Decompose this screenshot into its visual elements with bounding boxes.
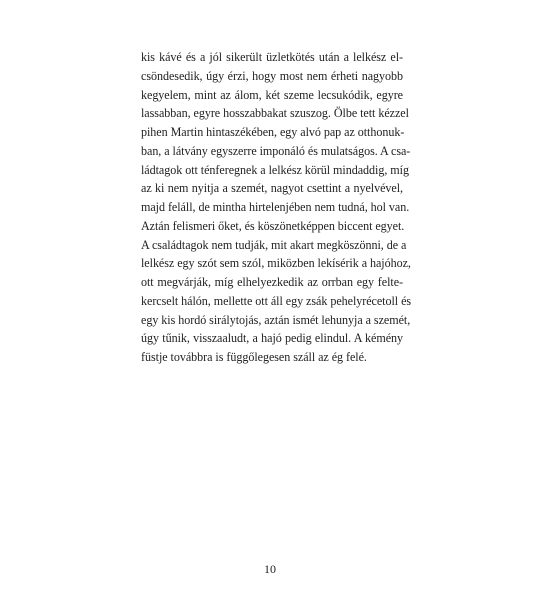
body-text: [141, 48, 412, 367]
text-line: ládtagok ott ténferegnek a lelkész körül mindaddig, míg: [141, 162, 409, 177]
text-line: úgy tűnik, visszaaludt, a hajó pedig elindul. A kémény: [141, 331, 403, 346]
page-number: 10: [264, 562, 276, 576]
text-line: kercselt hálón, mellette ott áll egy zsák pehelyrécetoll és: [141, 293, 412, 308]
text-line: lelkész egy szót sem szól, miközben lekísérik a hajóhoz,: [141, 256, 411, 271]
text-line: lassabban, egyre hosszabbakat szuszog. Ölbe tett kézzel: [141, 106, 409, 121]
text-line: Aztán felismeri őket, és köszönetképpen biccent egyet.: [141, 218, 405, 233]
text-line: A családtagok nem tudják, mit akart megköszönni, de a: [141, 237, 407, 252]
text-line: füstje továbbra is függőlegesen száll az ég felé.: [141, 350, 367, 364]
text-line: ban, a látvány egyszerre imponáló és mulatságos. A csa-: [141, 143, 411, 158]
text-line: csöndesedik, úgy érzi, hogy most nem érheti nagyobb: [141, 68, 403, 83]
text-line: pihen Martin hintaszékében, egy alvó pap az otthonuk-: [141, 125, 405, 139]
text-line: az ki nem nyitja a szemét, nagyot csettint a nyelvével,: [141, 181, 403, 196]
text-line: egy kis hordó sirálytojás, aztán ismét lehunyja a szemét,: [141, 312, 411, 327]
text-line: kegyelem, mint az álom, két szeme lecsukódik, egyre: [141, 87, 403, 102]
text-line: ott megvárják, míg elhelyezkedik az orrban egy felte-: [141, 275, 403, 289]
text-line: majd feláll, de mintha hirtelenjében nem tudná, hol van.: [141, 200, 410, 214]
text-line: kis kávé és a jól sikerült üzletkötés után a lelkész el-: [141, 50, 403, 64]
